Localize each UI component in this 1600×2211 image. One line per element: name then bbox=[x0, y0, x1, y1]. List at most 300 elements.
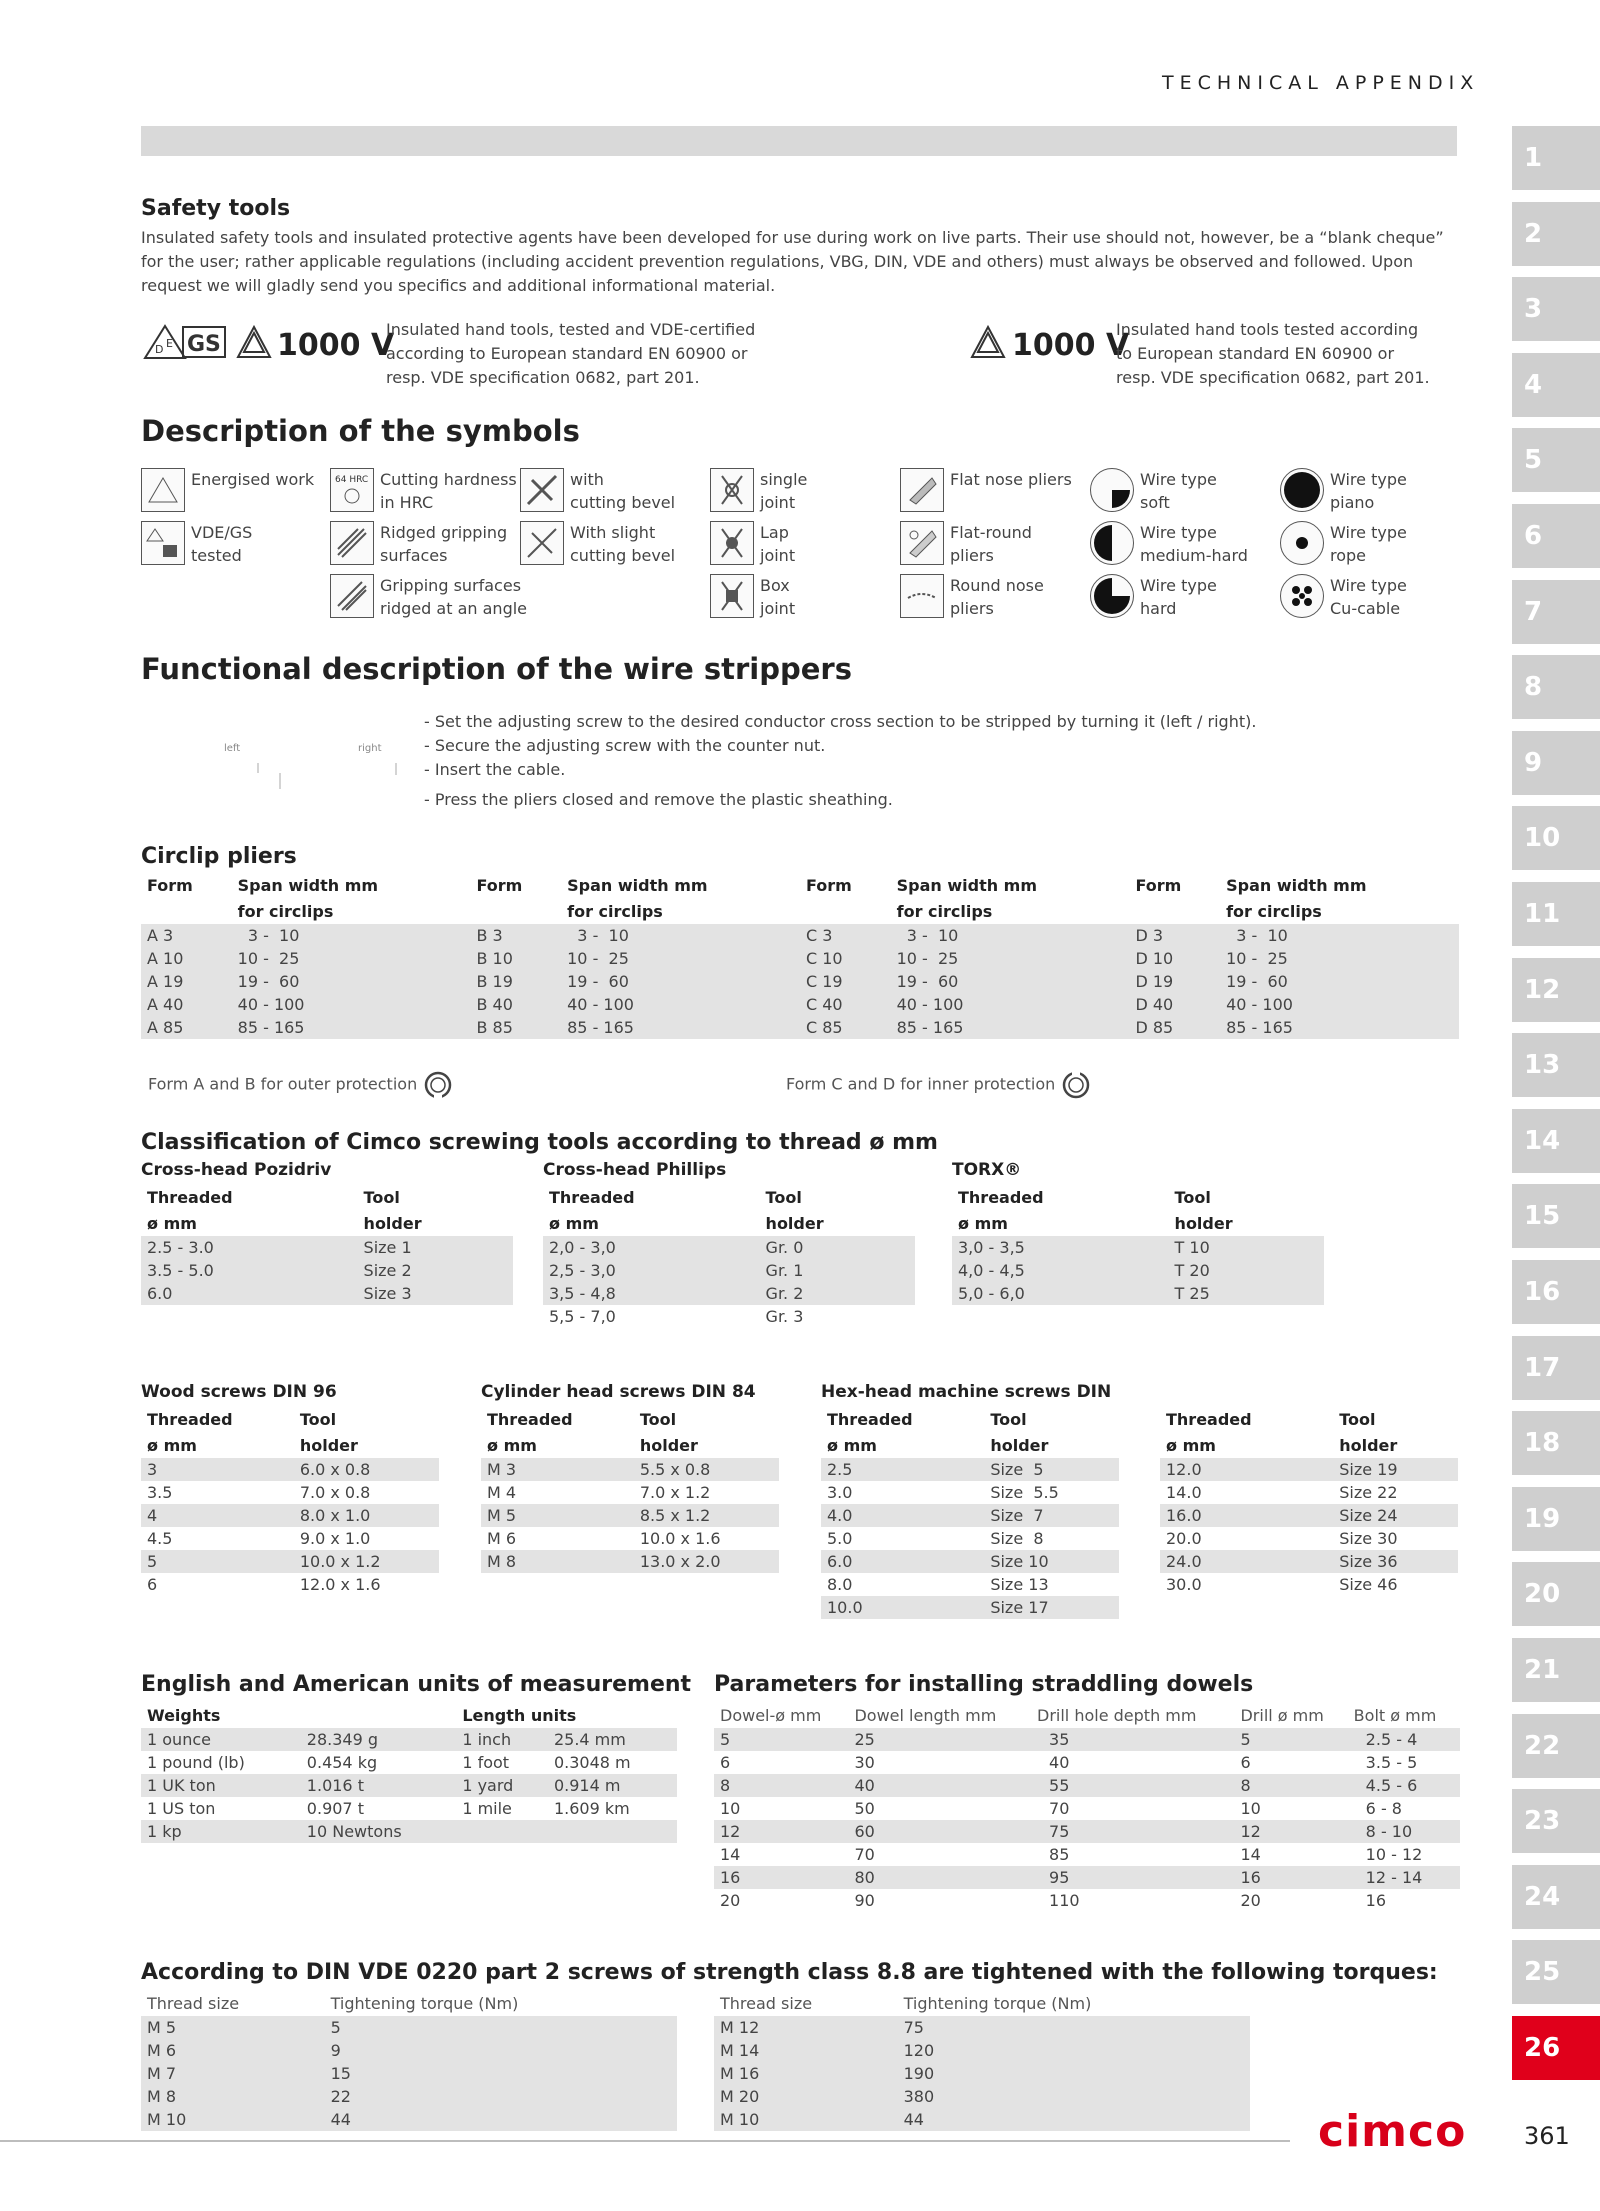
unit-cell: 1 kp bbox=[141, 1820, 301, 1843]
section-header: TECHNICAL APPENDIX bbox=[1162, 72, 1480, 94]
chapter-tab-11[interactable]: 11 bbox=[1512, 882, 1600, 946]
thread-cell: 3,0 - 3,5 bbox=[952, 1236, 1169, 1259]
col-threaded: Threaded bbox=[147, 1187, 233, 1207]
wire-hard-icon bbox=[1090, 574, 1134, 618]
chapter-tab-24[interactable]: 24 bbox=[1512, 1865, 1600, 1929]
thread-cell: 4 bbox=[141, 1504, 294, 1527]
table-row bbox=[141, 1573, 439, 1596]
tool-cell: Size 22 bbox=[1339, 1483, 1398, 1502]
thread-cell: 4.5 bbox=[147, 1529, 173, 1548]
dowels-table bbox=[714, 1702, 1460, 1912]
dowel-cell: 10 - 12 bbox=[1365, 1845, 1423, 1864]
cimco-logo: cimco bbox=[1318, 2106, 1467, 2157]
unit-cell: 0.914 m bbox=[548, 1774, 677, 1797]
step-2: - Secure the adjusting screw with the counter nut. bbox=[424, 736, 826, 755]
col-threaded: Threaded bbox=[549, 1187, 635, 1207]
col-form: Form bbox=[805, 875, 852, 895]
chapter-tab-12[interactable]: 12 bbox=[1512, 958, 1600, 1022]
dowel-cell: 50 bbox=[854, 1799, 875, 1818]
tool-cell: T 20 bbox=[1169, 1259, 1324, 1282]
col-form: Form bbox=[476, 875, 523, 895]
thread-cell: 2.5 bbox=[821, 1458, 984, 1481]
col-holder: holder bbox=[765, 1213, 824, 1233]
col-span: Span width mm bbox=[237, 875, 379, 895]
col-span-sub: for circlips bbox=[1226, 901, 1322, 921]
unit-cell: 0.907 t bbox=[306, 1799, 364, 1818]
span-cell: 19 - 60 bbox=[232, 970, 471, 993]
dowel-cell: 5 bbox=[714, 1728, 848, 1751]
col-torque: Tightening torque (Nm) bbox=[330, 1993, 519, 2013]
dowel-cell: 35 bbox=[1031, 1728, 1234, 1751]
thread-cell: 16.0 bbox=[1160, 1504, 1333, 1527]
table-row bbox=[141, 1774, 677, 1797]
tool-cell: T 25 bbox=[1169, 1282, 1324, 1305]
chapter-tab-23[interactable]: 23 bbox=[1512, 1789, 1600, 1853]
torque-cell: 9 bbox=[325, 2039, 677, 2062]
dowel-cell: 60 bbox=[848, 1820, 1031, 1843]
table-row bbox=[1160, 1481, 1458, 1504]
table-row bbox=[141, 1236, 513, 1259]
unit-cell: 10 Newtons bbox=[301, 1820, 457, 1843]
thread-size-cell: M 5 bbox=[141, 2016, 325, 2039]
col-tool: Tool bbox=[990, 1409, 1027, 1429]
table-row bbox=[141, 2016, 677, 2039]
dowel-cell: 40 bbox=[1049, 1753, 1070, 1772]
tool-cell: T 10 bbox=[1169, 1236, 1324, 1259]
symbol-lap-joint: Lap joint bbox=[710, 521, 795, 567]
box-joint-icon bbox=[710, 574, 754, 618]
tool-cell: Gr. 3 bbox=[765, 1307, 804, 1326]
form-cell: B 10 bbox=[470, 947, 561, 970]
thread-cell: 6.0 bbox=[821, 1550, 984, 1573]
dowel-header: Dowel-ø mm bbox=[720, 1705, 822, 1725]
wire-soft-icon bbox=[1090, 468, 1134, 512]
tool-cell: 8.0 x 1.0 bbox=[294, 1504, 439, 1527]
chapter-tab-2[interactable]: 2 bbox=[1512, 202, 1600, 266]
voltage-label-1: 1000 V bbox=[277, 328, 395, 363]
symbol-wire-piano: Wire type piano bbox=[1280, 468, 1407, 514]
unit-cell: 1 yard bbox=[456, 1774, 548, 1797]
thread-cell: 2,5 - 3,0 bbox=[543, 1259, 760, 1282]
symbol-angled-ridges: Gripping surfaces ridged at an angle bbox=[330, 574, 527, 620]
dowel-cell: 12 bbox=[1234, 1820, 1347, 1843]
tool-cell: Size 5.5 bbox=[990, 1483, 1059, 1502]
table-row bbox=[821, 1550, 1119, 1573]
torque-cell: 44 bbox=[325, 2108, 677, 2131]
page-number: 361 bbox=[1524, 2122, 1570, 2150]
table-row bbox=[714, 1797, 1460, 1820]
col-omm: ø mm bbox=[549, 1213, 599, 1233]
dowel-header: Bolt ø mm bbox=[1353, 1705, 1437, 1725]
chapter-tab-4[interactable]: 4 bbox=[1512, 353, 1600, 417]
table-row bbox=[481, 1527, 779, 1550]
col-omm: ø mm bbox=[487, 1435, 537, 1455]
table-row bbox=[952, 1236, 1324, 1259]
outer-circlip-icon bbox=[423, 1070, 453, 1100]
thread-size-cell: M 8 bbox=[141, 2085, 325, 2108]
energised-work-icon bbox=[141, 468, 185, 512]
stripper-diagram: left right bbox=[150, 735, 430, 795]
thread-cell: 24.0 bbox=[1160, 1550, 1333, 1573]
symbol-ridged-gripping: Ridged gripping surfaces bbox=[330, 521, 507, 567]
thread-cell: 14.0 bbox=[1166, 1483, 1202, 1502]
flat-nose-icon bbox=[900, 468, 944, 512]
span-cell: 40 - 100 bbox=[232, 993, 471, 1016]
gs-mark-icon bbox=[182, 326, 226, 358]
table-row bbox=[141, 1728, 677, 1751]
dowels-title: Parameters for installing straddling dowels bbox=[714, 1672, 1254, 1697]
span-cell: 10 - 25 bbox=[1220, 947, 1459, 970]
table-row bbox=[714, 2016, 1250, 2039]
col-holder: holder bbox=[363, 1213, 422, 1233]
form-cell: D 10 bbox=[1129, 947, 1220, 970]
table-row bbox=[821, 1481, 1119, 1504]
form-cell: B 85 bbox=[470, 1016, 561, 1039]
table-row bbox=[543, 1259, 915, 1282]
thread-size-cell: M 7 bbox=[141, 2062, 325, 2085]
step-4: - Press the pliers closed and remove the plastic sheathing. bbox=[424, 790, 893, 809]
dowel-cell: 10 bbox=[1240, 1799, 1261, 1818]
table-row bbox=[481, 1481, 779, 1504]
col-thread-size: Thread size bbox=[720, 1993, 813, 2013]
thread-cell: 3 bbox=[141, 1458, 294, 1481]
form-cell: A 40 bbox=[141, 993, 232, 1016]
unit-cell: 1 US ton bbox=[147, 1799, 216, 1818]
unit-cell: 1 pound (lb) bbox=[147, 1753, 245, 1772]
symbol-wire-hard: Wire type hard bbox=[1090, 574, 1217, 620]
torque-table-left bbox=[141, 1990, 677, 2131]
insulation-triangle-icon bbox=[970, 324, 1006, 360]
units-title: English and American units of measurement bbox=[141, 1672, 692, 1697]
single-joint-icon bbox=[710, 468, 754, 512]
col-tool: Tool bbox=[299, 1409, 337, 1429]
dowel-cell: 70 bbox=[854, 1845, 875, 1864]
col-span-sub: for circlips bbox=[896, 901, 993, 921]
dowel-cell: 12 - 14 bbox=[1348, 1866, 1460, 1889]
chapter-tab-19[interactable]: 19 bbox=[1512, 1487, 1600, 1551]
tool-cell: Size 2 bbox=[358, 1259, 513, 1282]
symbol-slight-bevel: With slight cutting bevel bbox=[520, 521, 675, 567]
dowel-header: Drill ø mm bbox=[1240, 1705, 1324, 1725]
thread-cell: 5,0 - 6,0 bbox=[952, 1282, 1169, 1305]
symbol-wire-cu: Wire type Cu-cable bbox=[1280, 574, 1407, 620]
symbols-title: Description of the symbols bbox=[141, 414, 580, 448]
symbol-flat-round: Flat-round pliers bbox=[900, 521, 1032, 567]
table-row bbox=[714, 2062, 1250, 2085]
dowel-cell: 80 bbox=[848, 1866, 1031, 1889]
unit-cell: 0.3048 m bbox=[553, 1753, 631, 1772]
tool-cell: 12.0 x 1.6 bbox=[299, 1575, 381, 1594]
table-row bbox=[1160, 1573, 1458, 1596]
thread-cell: 30.0 bbox=[1166, 1575, 1202, 1594]
thread-cell: M 5 bbox=[481, 1504, 634, 1527]
col-span-sub: for circlips bbox=[567, 901, 663, 921]
tool-cell: Size 10 bbox=[984, 1550, 1119, 1573]
dowel-cell: 16 bbox=[1234, 1866, 1347, 1889]
table-row bbox=[821, 1596, 1119, 1619]
torque-cell: 380 bbox=[898, 2085, 1250, 2108]
symbol-cutting-bevel: with cutting bevel bbox=[520, 468, 675, 514]
tool-cell: 5.5 x 0.8 bbox=[634, 1458, 779, 1481]
form-cell: D 40 bbox=[1129, 993, 1220, 1016]
unit-cell: 25.4 mm bbox=[548, 1728, 677, 1751]
chapter-tab-21[interactable]: 21 bbox=[1512, 1638, 1600, 1702]
dowel-cell: 110 bbox=[1049, 1891, 1080, 1910]
table-row bbox=[821, 1527, 1119, 1550]
outer-protection-note: Form A and B for outer protection bbox=[148, 1070, 453, 1100]
wood-title: Wood screws DIN 96 bbox=[141, 1382, 337, 1402]
thread-cell: 5 bbox=[141, 1550, 294, 1573]
phillips-table bbox=[543, 1184, 915, 1328]
stripper-steps bbox=[424, 710, 1256, 812]
thread-size-cell: M 10 bbox=[141, 2108, 325, 2131]
col-omm: ø mm bbox=[827, 1435, 877, 1455]
col-threaded: Threaded bbox=[487, 1409, 573, 1429]
table-row bbox=[821, 1458, 1119, 1481]
table-row bbox=[141, 1481, 439, 1504]
thread-size-cell: M 10 bbox=[714, 2108, 898, 2131]
span-cell: 19 - 60 bbox=[561, 970, 800, 993]
tool-cell: Size 5 bbox=[984, 1458, 1119, 1481]
table-row bbox=[141, 2062, 677, 2085]
col-omm: ø mm bbox=[1166, 1435, 1216, 1455]
table-row bbox=[141, 2039, 677, 2062]
strippers-title: Functional description of the wire strippers bbox=[141, 652, 852, 686]
dowel-cell: 95 bbox=[1031, 1866, 1234, 1889]
thread-cell: M 6 bbox=[487, 1529, 517, 1548]
wire-medium-icon bbox=[1090, 521, 1134, 565]
form-cell: D 85 bbox=[1129, 1016, 1220, 1039]
table-row bbox=[1160, 1504, 1458, 1527]
mark1-description: Insulated hand tools, tested and VDE-certified according to European standard EN 60900 or resp. VDE specification 0682, part 201. bbox=[386, 320, 756, 387]
thread-cell: 5.0 bbox=[827, 1529, 853, 1548]
step-1: - Set the adjusting screw to the desired conductor cross section to be stripped by turning it (left / right). bbox=[424, 712, 1257, 731]
angled-ridges-icon bbox=[330, 574, 374, 618]
unit-cell: 1 foot bbox=[462, 1753, 510, 1772]
col-omm: ø mm bbox=[147, 1213, 197, 1233]
chapter-tab-13[interactable]: 13 bbox=[1512, 1033, 1600, 1097]
col-tool: Tool bbox=[1339, 1409, 1376, 1429]
voltage-label-2: 1000 V bbox=[1012, 328, 1130, 363]
dowel-cell: 8 bbox=[1234, 1774, 1347, 1797]
dowel-cell: 16 bbox=[714, 1866, 848, 1889]
tool-cell: Size 17 bbox=[984, 1596, 1119, 1619]
chapter-tab-14[interactable]: 14 bbox=[1512, 1109, 1600, 1173]
svg-text:D: D bbox=[155, 343, 164, 356]
form-cell: C 19 bbox=[800, 970, 891, 993]
step-3: - Insert the cable. bbox=[424, 760, 566, 779]
inner-circlip-icon bbox=[1061, 1070, 1091, 1100]
torx-title: TORX® bbox=[952, 1160, 1022, 1180]
chapter-tab-3[interactable]: 3 bbox=[1512, 277, 1600, 341]
col-tool: Tool bbox=[639, 1409, 677, 1429]
span-cell: 85 - 165 bbox=[891, 1016, 1130, 1039]
form-cell: A 85 bbox=[141, 1016, 232, 1039]
svg-text:GS: GS bbox=[187, 332, 221, 357]
dowel-cell: 14 bbox=[1240, 1845, 1261, 1864]
col-tool: Tool bbox=[1174, 1187, 1211, 1207]
dowel-cell: 55 bbox=[1031, 1774, 1234, 1797]
table-row bbox=[714, 2108, 1250, 2131]
thread-size-cell: M 12 bbox=[714, 2016, 898, 2039]
chapter-tab-6[interactable]: 6 bbox=[1512, 504, 1600, 568]
units-table bbox=[141, 1702, 677, 1843]
col-tool: Tool bbox=[765, 1187, 802, 1207]
table-row bbox=[141, 1016, 1459, 1039]
thread-cell: 4.0 bbox=[821, 1504, 984, 1527]
form-cell: C 3 bbox=[800, 924, 891, 947]
slight-bevel-icon bbox=[520, 521, 564, 565]
thread-cell: M 8 bbox=[481, 1550, 634, 1573]
thread-size-cell: M 14 bbox=[714, 2039, 898, 2062]
wire-cu-cable-icon bbox=[1280, 574, 1324, 618]
symbol-flat-nose: Flat nose pliers bbox=[900, 468, 1072, 512]
chapter-tab-25[interactable]: 25 bbox=[1512, 1940, 1600, 2004]
col-holder: holder bbox=[1339, 1435, 1398, 1455]
tool-cell: Size 8 bbox=[990, 1529, 1044, 1548]
pozidriv-table bbox=[141, 1184, 513, 1305]
thread-cell: 6 bbox=[147, 1575, 158, 1594]
unit-cell bbox=[456, 1820, 548, 1843]
tool-cell: Gr. 1 bbox=[760, 1259, 915, 1282]
dowel-cell: 5 bbox=[1234, 1728, 1347, 1751]
chapter-tab-10[interactable]: 10 bbox=[1512, 806, 1600, 870]
span-cell: 3 - 10 bbox=[232, 924, 471, 947]
torx-table bbox=[952, 1184, 1324, 1305]
dowel-cell: 14 bbox=[720, 1845, 741, 1864]
chapter-tab-5[interactable]: 5 bbox=[1512, 428, 1600, 492]
table-row bbox=[543, 1282, 915, 1305]
table-row bbox=[141, 1282, 513, 1305]
dowel-cell: 40 bbox=[848, 1774, 1031, 1797]
dowel-cell: 16 bbox=[1365, 1891, 1387, 1910]
dowel-cell: 2.5 - 4 bbox=[1348, 1728, 1460, 1751]
flat-round-icon bbox=[900, 521, 944, 565]
chapter-tab-17[interactable]: 17 bbox=[1512, 1336, 1600, 1400]
dowel-cell: 6 - 8 bbox=[1365, 1799, 1402, 1818]
table-row bbox=[141, 1797, 677, 1820]
thread-cell: 6.0 bbox=[141, 1282, 358, 1305]
span-cell: 3 - 10 bbox=[561, 924, 800, 947]
tool-cell: Size 3 bbox=[358, 1282, 513, 1305]
tool-cell: Size 46 bbox=[1339, 1575, 1398, 1594]
table-row bbox=[714, 1728, 1460, 1751]
table-row bbox=[821, 1504, 1119, 1527]
unit-cell: 1 mile bbox=[462, 1799, 512, 1818]
span-cell: 85 - 165 bbox=[232, 1016, 471, 1039]
tool-cell: Size 30 bbox=[1339, 1529, 1398, 1548]
torque-cell: 5 bbox=[325, 2016, 677, 2039]
table-row bbox=[714, 1843, 1460, 1866]
form-cell: C 85 bbox=[800, 1016, 891, 1039]
thread-cell: 12.0 bbox=[1160, 1458, 1333, 1481]
tool-cell: 13.0 x 2.0 bbox=[634, 1550, 779, 1573]
table-row bbox=[543, 1305, 915, 1328]
table-row bbox=[481, 1458, 779, 1481]
thread-cell: 5,5 - 7,0 bbox=[549, 1307, 616, 1326]
unit-cell: 1 UK ton bbox=[141, 1774, 301, 1797]
unit-cell bbox=[548, 1820, 677, 1843]
chapter-tab-8[interactable]: 8 bbox=[1512, 655, 1600, 719]
chapter-tab-9[interactable]: 9 bbox=[1512, 731, 1600, 795]
col-thread-size: Thread size bbox=[147, 1993, 240, 2013]
hex-title: Hex-head machine screws DIN bbox=[821, 1382, 1112, 1402]
form-cell: D 19 bbox=[1129, 970, 1220, 993]
dowel-cell: 85 bbox=[1049, 1845, 1070, 1864]
unit-cell: 1 inch bbox=[456, 1728, 548, 1751]
table-row bbox=[141, 1820, 677, 1843]
table-row bbox=[543, 1236, 915, 1259]
chapter-tab-22[interactable]: 22 bbox=[1512, 1714, 1600, 1778]
table-row bbox=[952, 1259, 1324, 1282]
thread-cell: 2,0 - 3,0 bbox=[543, 1236, 760, 1259]
col-threaded: Threaded bbox=[147, 1409, 233, 1429]
form-cell: A 10 bbox=[141, 947, 232, 970]
dowel-cell: 75 bbox=[1031, 1820, 1234, 1843]
thread-size-cell: M 6 bbox=[141, 2039, 325, 2062]
circlip-title: Circlip pliers bbox=[141, 844, 297, 869]
tool-cell: Gr. 0 bbox=[760, 1236, 915, 1259]
phillips-title: Cross-head Phillips bbox=[543, 1160, 727, 1180]
tool-cell: Size 36 bbox=[1333, 1550, 1458, 1573]
dowel-cell: 8 - 10 bbox=[1348, 1820, 1460, 1843]
chapter-tab-1[interactable]: 1 bbox=[1512, 126, 1600, 190]
chapter-tab-15[interactable]: 15 bbox=[1512, 1184, 1600, 1248]
table-row bbox=[141, 1504, 439, 1527]
col-holder: holder bbox=[990, 1435, 1049, 1455]
span-cell: 40 - 100 bbox=[561, 993, 800, 1016]
table-row bbox=[714, 1820, 1460, 1843]
symbol-single-joint: single joint bbox=[710, 468, 807, 514]
unit-cell: 1 ounce bbox=[141, 1728, 301, 1751]
chapter-tab-26[interactable]: 26 bbox=[1512, 2016, 1600, 2080]
screwing-title: Classification of Cimco screwing tools according to thread ø mm bbox=[141, 1130, 938, 1155]
col-omm: ø mm bbox=[958, 1213, 1008, 1233]
torque-cell: 44 bbox=[898, 2108, 1250, 2131]
tool-cell: Size 7 bbox=[984, 1504, 1119, 1527]
chapter-tab-18[interactable]: 18 bbox=[1512, 1411, 1600, 1475]
col-span: Span width mm bbox=[567, 875, 708, 895]
thread-cell: 2.5 - 3.0 bbox=[141, 1236, 358, 1259]
col-threaded: Threaded bbox=[958, 1187, 1044, 1207]
col-threaded: Threaded bbox=[1166, 1409, 1252, 1429]
svg-text:E: E bbox=[166, 337, 173, 350]
chapter-tab-20[interactable]: 20 bbox=[1512, 1562, 1600, 1626]
col-omm: ø mm bbox=[147, 1435, 197, 1455]
dowel-header: Drill hole depth mm bbox=[1037, 1705, 1197, 1725]
form-cell: B 19 bbox=[470, 970, 561, 993]
chapter-tab-7[interactable]: 7 bbox=[1512, 580, 1600, 644]
top-bar bbox=[141, 126, 1457, 156]
table-row bbox=[1160, 1527, 1458, 1550]
dowel-cell: 6 bbox=[1240, 1753, 1251, 1772]
thread-cell: 3.0 bbox=[827, 1483, 853, 1502]
col-tool: Tool bbox=[363, 1187, 400, 1207]
symbol-round-nose: Round nose pliers bbox=[900, 574, 1044, 620]
tool-cell: 8.5 x 1.2 bbox=[634, 1504, 779, 1527]
thread-cell: 8.0 bbox=[827, 1575, 853, 1594]
dowel-cell: 20 bbox=[720, 1891, 741, 1910]
vde-gs-icon bbox=[141, 521, 185, 565]
table-row bbox=[481, 1550, 779, 1573]
span-cell: 19 - 60 bbox=[1220, 970, 1459, 993]
col-holder: holder bbox=[1174, 1213, 1233, 1233]
torque-cell: 22 bbox=[325, 2085, 677, 2108]
chapter-tab-16[interactable]: 16 bbox=[1512, 1260, 1600, 1324]
table-row bbox=[714, 1774, 1460, 1797]
circlip-table bbox=[141, 872, 1459, 1039]
symbol-wire-soft: Wire type soft bbox=[1090, 468, 1217, 514]
